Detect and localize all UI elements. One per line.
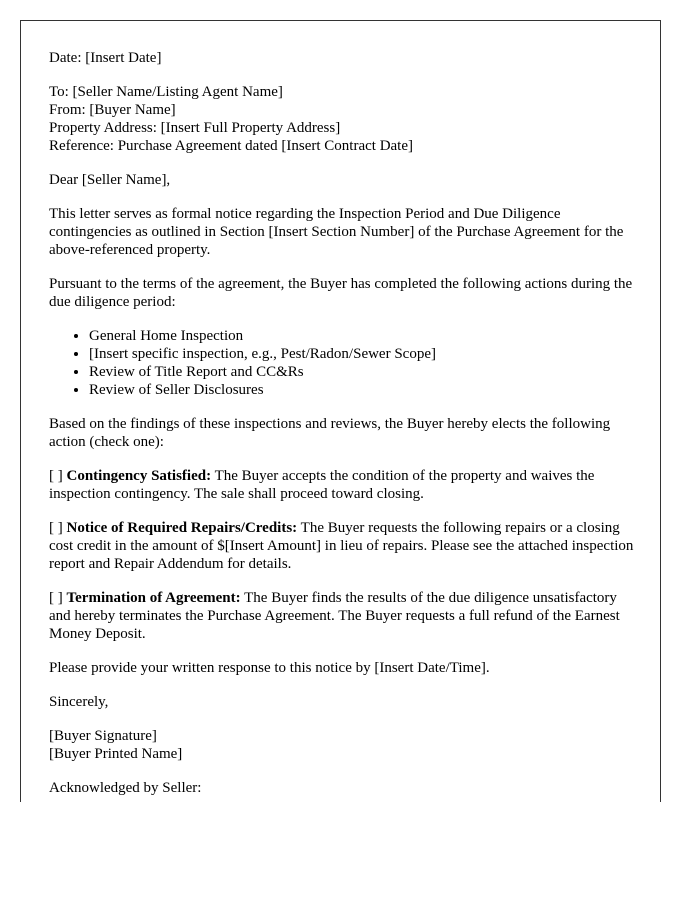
salutation: Dear [Seller Name], — [49, 172, 171, 188]
letter-header — [49, 83, 639, 155]
option-required-repairs — [49, 519, 639, 573]
letter-content — [49, 49, 639, 802]
election-intro: Based on the findings of these inspections and reviews, the Buyer hereby elects the following action (check one): — [49, 416, 611, 450]
option-title: Contingency Satisfied: — [66, 468, 212, 484]
list-item: • Review of Title Report and CC&Rs — [89, 363, 639, 381]
option-text: The Buyer requests the following repairs or a closing cost credit in the amount of $[Insert Amount] in lieu of repairs. Please see the attached inspection report and Repair Addendum for details. — [49, 520, 634, 572]
closing: Sincerely, — [49, 694, 109, 710]
buyer-printed-name: [Buyer Printed Name] — [49, 746, 183, 762]
signature-block — [49, 727, 639, 763]
reference-line: Reference: Purchase Agreement dated [Insert Contract Date] — [49, 138, 413, 154]
option-contingency-satisfied — [49, 467, 639, 503]
list-item: • Review of Seller Disclosures — [89, 381, 639, 399]
option-checkbox: [ ] — [49, 468, 63, 484]
to-line: To: [Seller Name/Listing Agent Name] — [49, 84, 283, 100]
option-checkbox: [ ] — [49, 520, 63, 536]
property-address-line: Property Address: [Insert Full Property Address] — [49, 120, 341, 136]
option-text: The Buyer finds the results of the due diligence unsatisfactory and hereby terminates the Purchase Agreement. The Buyer requests a full refund of the Earnest Money Deposit. — [49, 590, 620, 642]
option-termination — [49, 589, 639, 643]
actions-intro: Pursuant to the terms of the agreement, the Buyer has completed the following actions during the due diligence period: — [49, 276, 633, 310]
letter-page — [20, 20, 661, 802]
from-line: From: [Buyer Name] — [49, 102, 176, 118]
option-checkbox: [ ] — [49, 590, 63, 606]
seller-acknowledgement: Acknowledged by Seller: — [49, 780, 202, 796]
list-item: • General Home Inspection — [89, 327, 639, 345]
response-request: Please provide your written response to this notice by [Insert Date/Time]. — [49, 660, 490, 676]
intro-paragraph: This letter serves as formal notice regarding the Inspection Period and Due Diligence contingencies as outlined in Section [Insert Section Number] of the Purchase Agreement for the above-referenced property. — [49, 206, 624, 258]
option-title: Notice of Required Repairs/Credits: — [66, 520, 298, 536]
actions-list — [49, 327, 639, 399]
list-item: • [Insert specific inspection, e.g., Pest/Radon/Sewer Scope] — [89, 345, 639, 363]
date-line: Date: [Insert Date] — [49, 50, 162, 66]
option-text: The Buyer accepts the condition of the property and waives the inspection contingency. The sale shall proceed toward closing. — [49, 468, 595, 502]
option-title: Termination of Agreement: — [66, 590, 241, 606]
buyer-signature: [Buyer Signature] — [49, 728, 157, 744]
